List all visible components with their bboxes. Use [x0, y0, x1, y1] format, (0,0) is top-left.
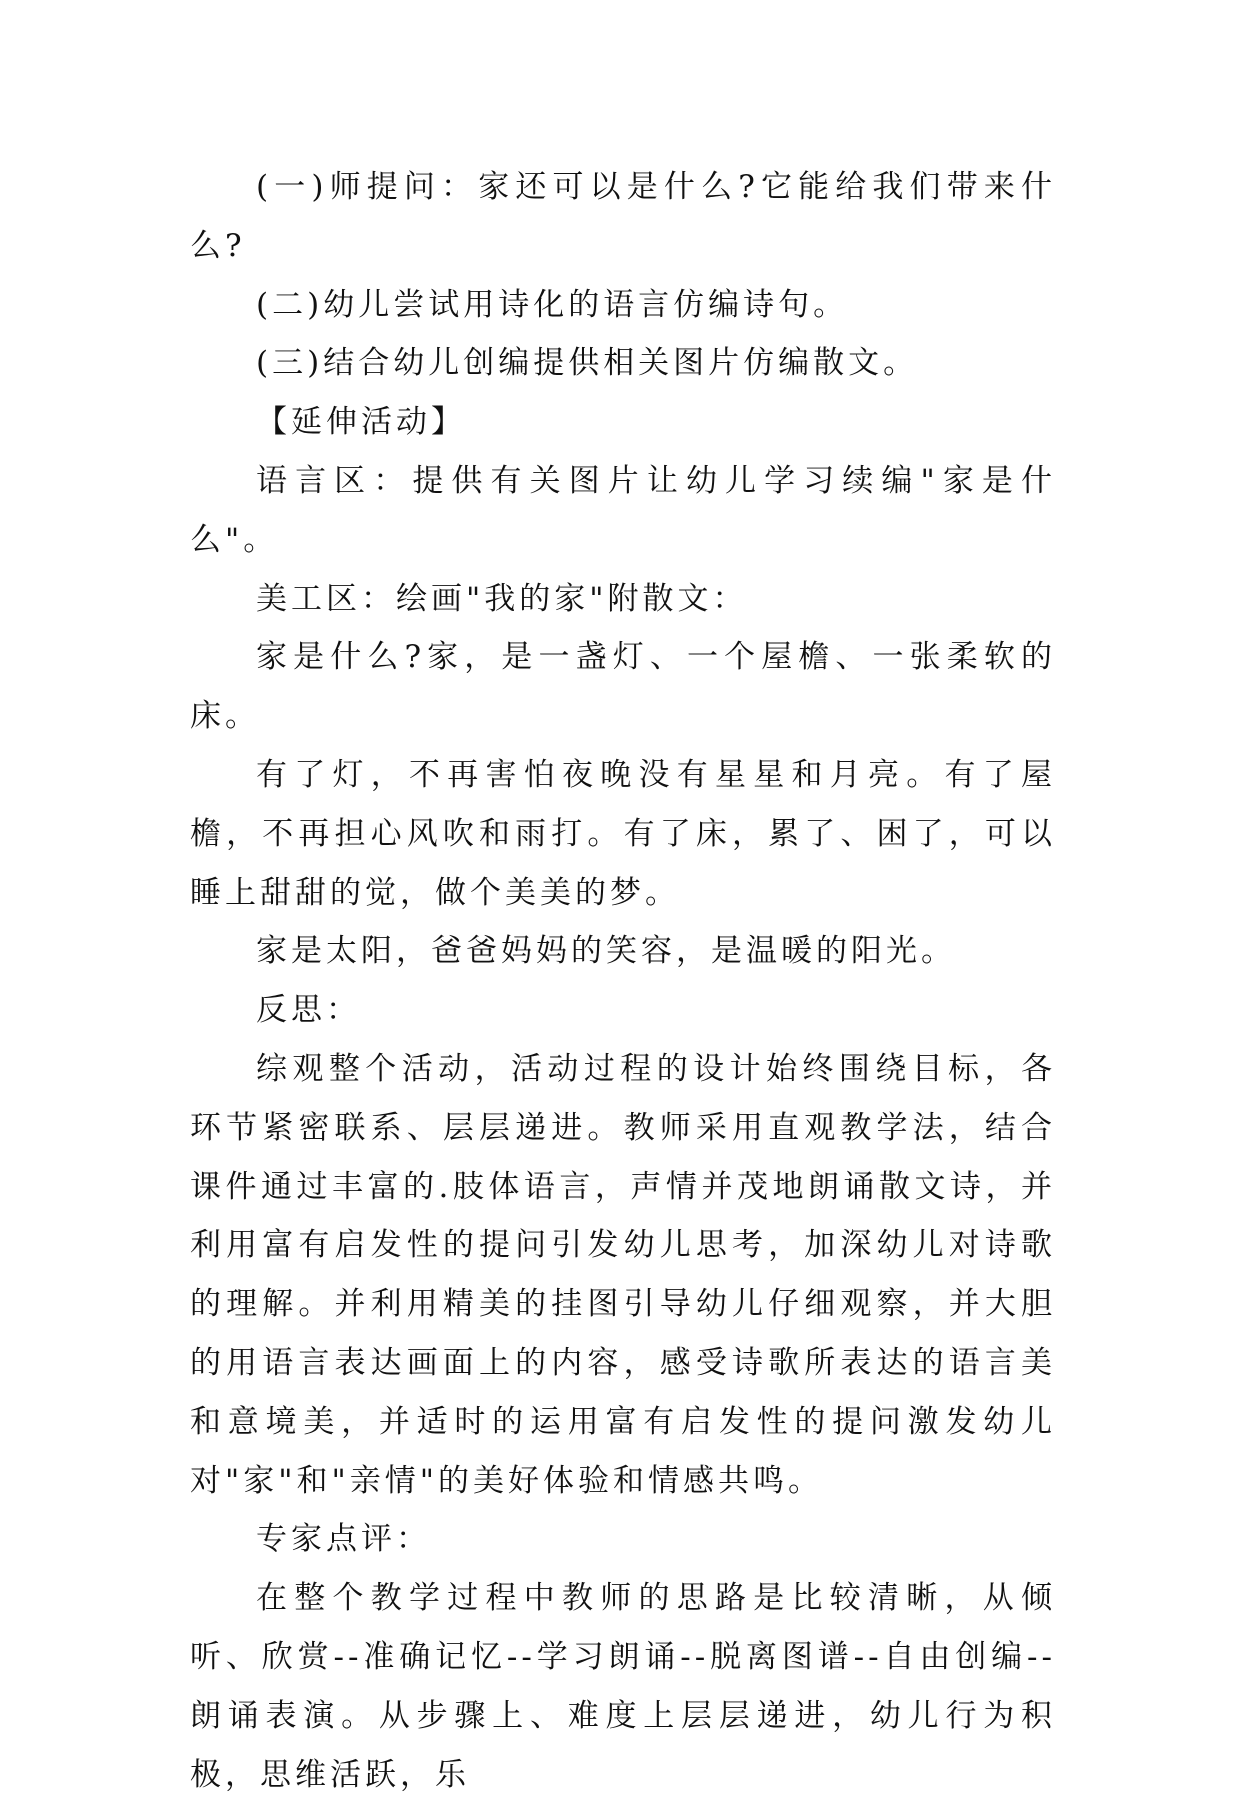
- paragraph-poem-imitation: (二)幼儿尝试用诗化的语言仿编诗句。: [256, 286, 849, 323]
- paragraph-expert-review: 在整个教学过程中教师的思路是比较清晰，从倾听、欣赏--准确记忆--学习朗诵--脱离图谱--自由创编--朗诵表演。从步骤上、难度上层层递进，幼儿行为积极，思维活跃，乐: [190, 1580, 1056, 1793]
- section-heading-expert-review: 专家点评：: [256, 1521, 431, 1558]
- paragraph-art-area: 美工区：绘画"我的家"附散文：: [256, 580, 748, 617]
- section-heading-extension: 【延伸活动】: [256, 404, 466, 441]
- paragraph-reflection: 综观整个活动，活动过程的设计始终围绕目标，各环节紧密联系、层层递进。教师采用直观教学法，结合课件通过丰富的.肢体语言，声情并茂地朗诵散文诗，并利用富有启发性的提问引发幼儿思考，加深幼儿对诗歌的理解。并利用精美的挂图引导幼儿仔细观察，并大胆的用语言表达画面上的内容，感受诗歌所表达的语言美和意境美，并适时的运用富有启发性的提问激发幼儿对"家"和"亲情"的美好体验和情感共鸣。: [190, 1050, 1056, 1499]
- paragraph-question: (一)师提问：家还可以是什么?它能给我们带来什么?: [190, 169, 1056, 264]
- document-body: [190, 158, 1056, 1804]
- paragraph-prose-line-2: 有了灯，不再害怕夜晚没有星星和月亮。有了屋檐，不再担心风吹和雨打。有了床，累了、困了，可以睡上甜甜的觉，做个美美的梦。: [190, 756, 1056, 911]
- paragraph-prose-imitation: (三)结合幼儿创编提供相关图片仿编散文。: [256, 345, 919, 382]
- section-heading-reflection: 反思：: [256, 992, 361, 1029]
- paragraph-prose-line-1: 家是什么?家，是一盏灯、一个屋檐、一张柔软的床。: [190, 639, 1056, 735]
- paragraph-prose-line-3: 家是太阳，爸爸妈妈的笑容，是温暖的阳光。: [256, 933, 956, 970]
- paragraph-language-area: 语言区：提供有关图片让幼儿学习续编"家是什么"。: [190, 462, 1056, 558]
